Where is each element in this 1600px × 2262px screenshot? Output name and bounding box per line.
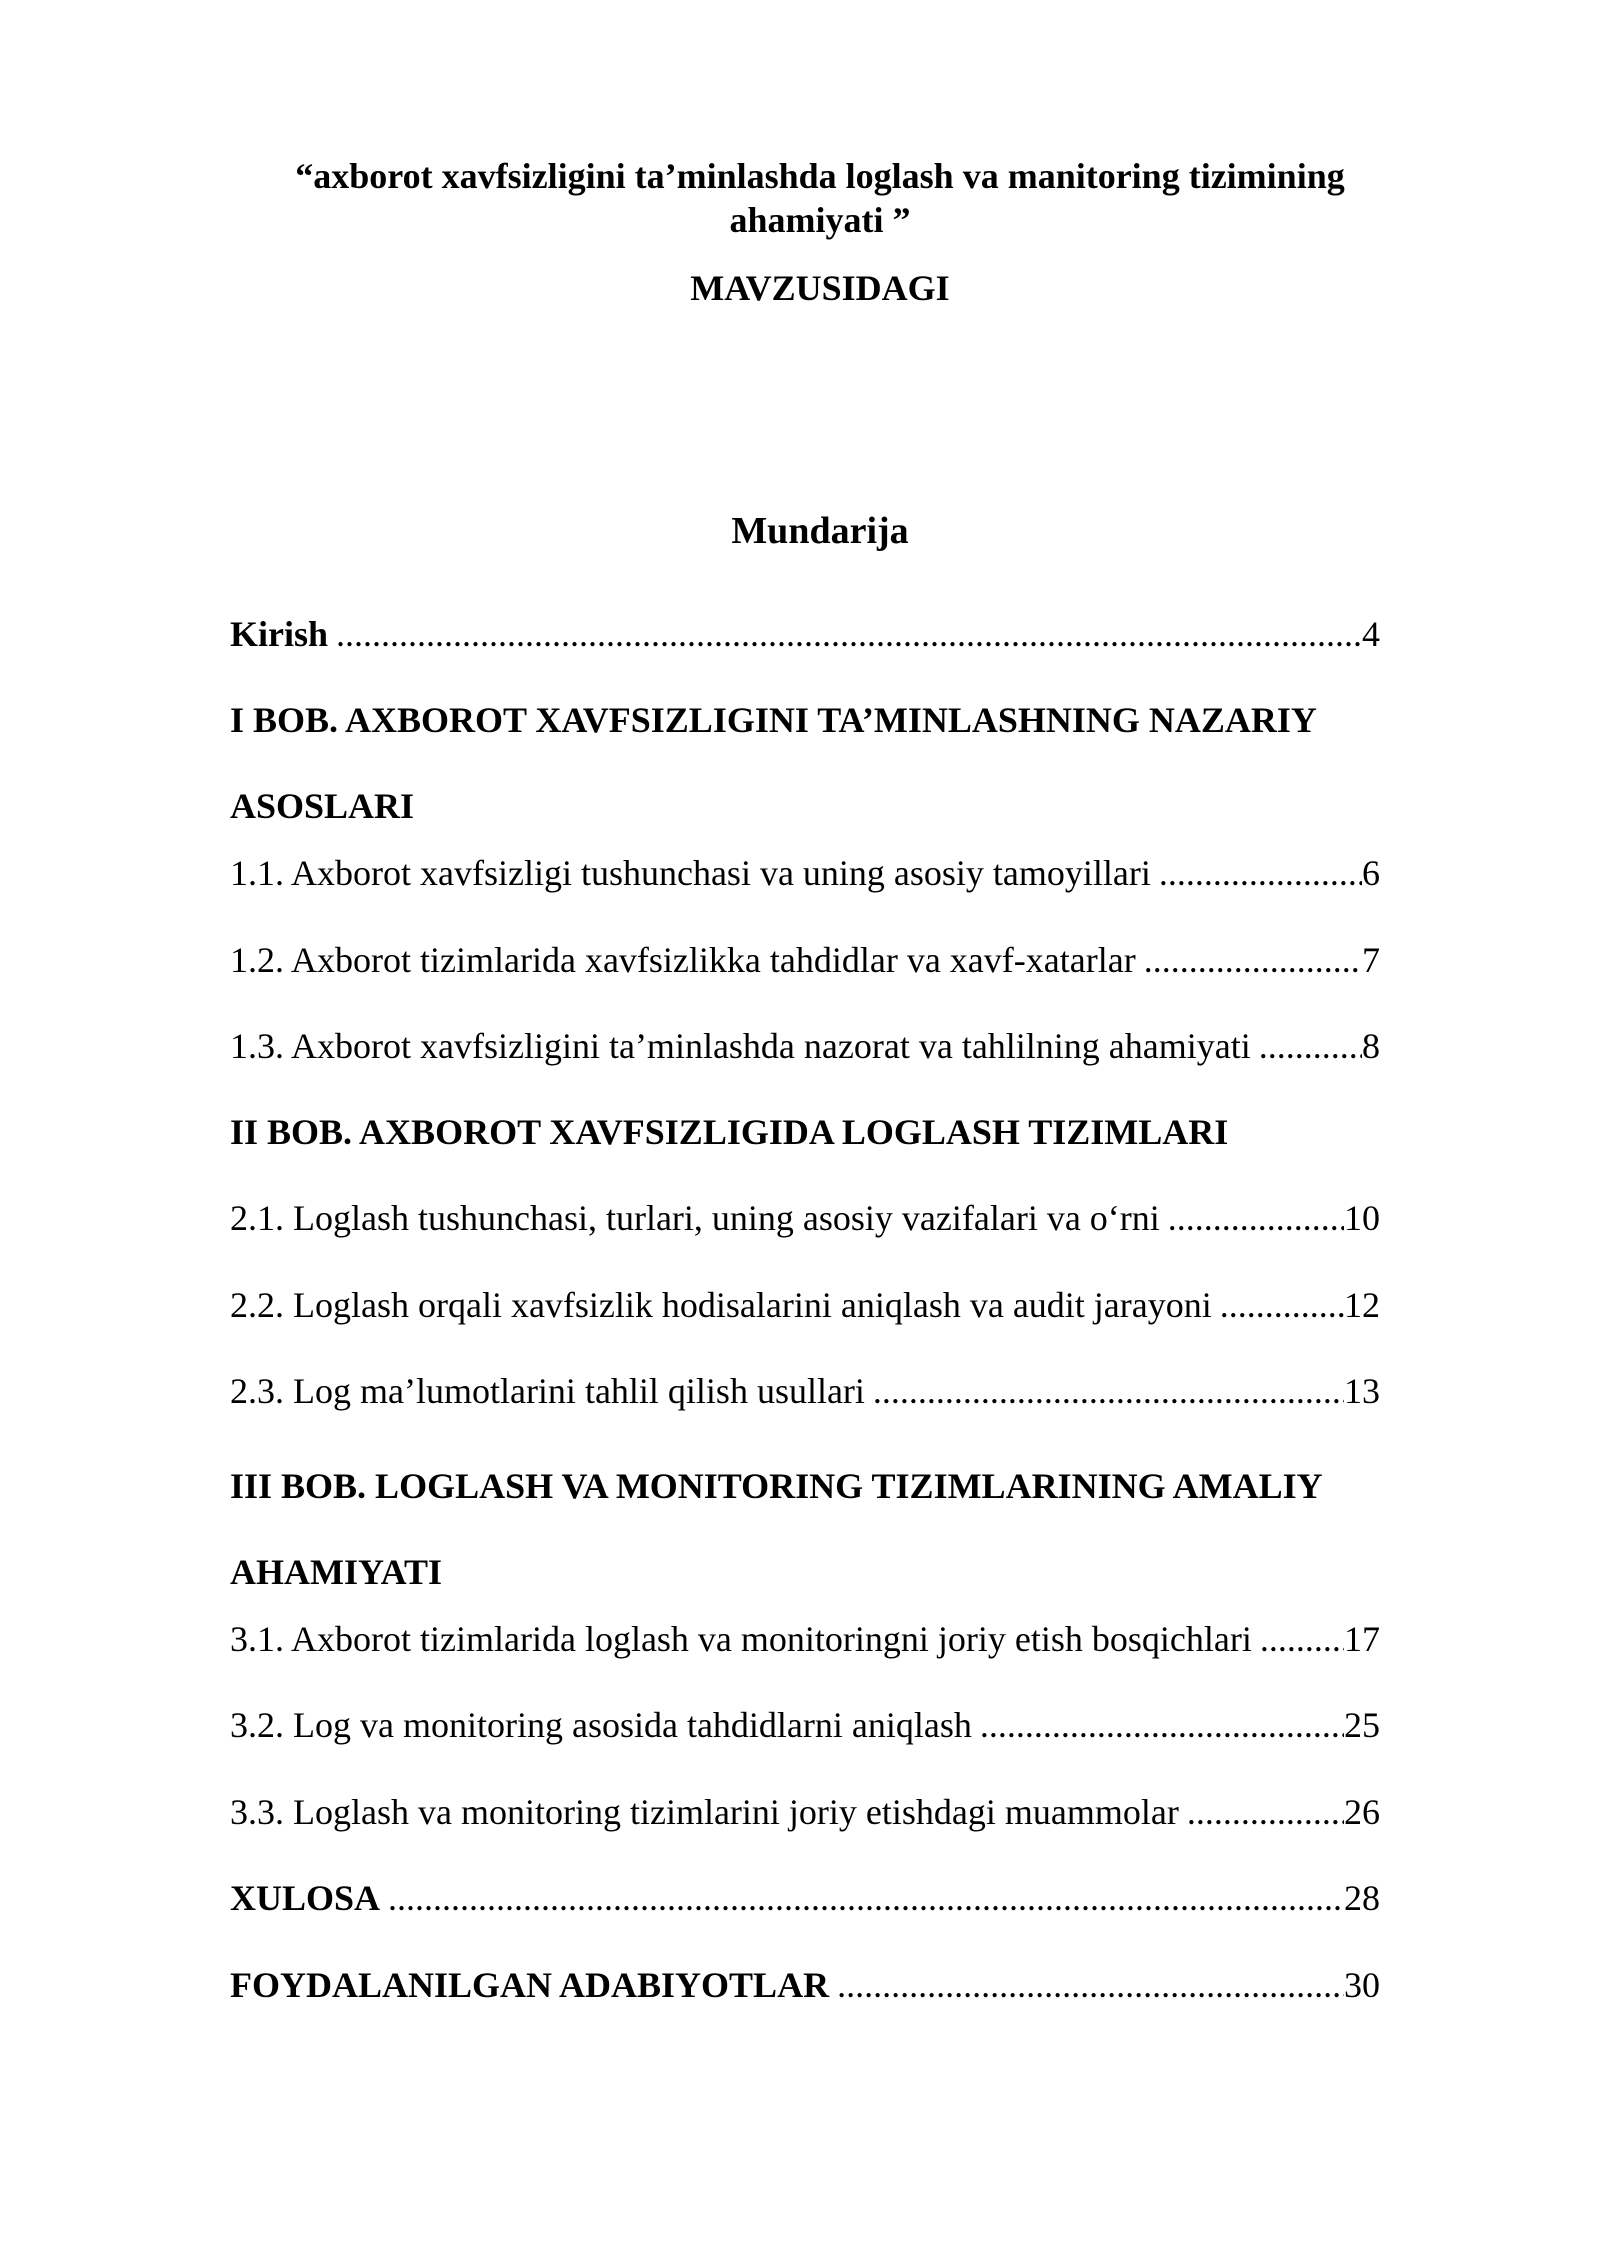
toc-entry-label: XULOSA — [230, 1878, 381, 1918]
toc-leader-dots — [1160, 1196, 1344, 1240]
toc-leader-dots — [1212, 1283, 1344, 1327]
toc-entry-page: 30 — [1344, 1965, 1380, 2005]
toc-chapter-label: II BOB. AXBOROT XAVFSIZLIGIDA LOGLASH TIZIMLARI — [230, 1112, 1229, 1152]
toc-entry-page: 10 — [1344, 1198, 1380, 1238]
toc-entry-label: 2.1. Loglash tushunchasi, turlari, uning asosiy vazifalari va o‘rni — [230, 1198, 1160, 1238]
toc-leader-dots — [1252, 1617, 1344, 1661]
toc-entry-label: 1.3. Axborot xavfsizligini ta’minlashda nazorat va tahlilning ahamiyati — [230, 1026, 1251, 1066]
toc-leader-dots — [328, 612, 1362, 656]
toc-entry-page: 28 — [1344, 1878, 1380, 1918]
toc-entry-page: 17 — [1344, 1619, 1380, 1659]
toc-leader-dots — [1151, 851, 1362, 895]
toc-entry-page: 4 — [1362, 614, 1380, 654]
toc-entry-page: 12 — [1344, 1285, 1380, 1325]
toc-entry-page: 7 — [1362, 940, 1380, 980]
toc-leader-dots — [1136, 938, 1362, 982]
toc-entry-label: 3.3. Loglash va monitoring tizimlarini joriy etishdagi muammolar — [230, 1792, 1179, 1832]
toc-entry-2-3 — [230, 1369, 1380, 1413]
document-subject: MAVZUSIDAGI — [690, 268, 950, 308]
toc-entry-label: 2.3. Log ma’lumotlarini tahlil qilish usullari — [230, 1371, 865, 1411]
toc-entry-conclusion — [230, 1876, 1380, 1920]
toc-leader-dots — [972, 1703, 1344, 1747]
toc-leader-dots — [380, 1876, 1344, 1920]
toc-entry-1-1 — [230, 851, 1380, 895]
toc-leader-dots — [829, 1963, 1344, 2007]
toc-entry-label: Kirish — [230, 614, 329, 654]
document-title: “axborot xavfsizligini ta’minlashda loglash va manitoring tizimining ahamiyati ” — [295, 156, 1345, 240]
toc-entry-page: 25 — [1344, 1705, 1380, 1745]
toc-entry-page: 8 — [1362, 1026, 1380, 1066]
toc-entry-2-1 — [230, 1196, 1380, 1240]
toc-entry-1-2 — [230, 938, 1380, 982]
toc-entry-label: 2.2. Loglash orqali xavfsizlik hodisalarini aniqlash va audit jarayoni — [230, 1285, 1212, 1325]
toc-entry-page: 26 — [1344, 1792, 1380, 1832]
toc-entry-page: 13 — [1344, 1371, 1380, 1411]
toc-entry-3-3 — [230, 1790, 1380, 1834]
toc-leader-dots — [1251, 1024, 1362, 1068]
toc-entry-page: 6 — [1362, 853, 1380, 893]
toc-entry-3-1 — [230, 1617, 1380, 1661]
toc-entry-intro — [230, 612, 1380, 656]
toc-entry-label: 3.1. Axborot tizimlarida loglash va monitoringni joriy etish bosqichlari — [230, 1619, 1252, 1659]
toc-heading: Mundarija — [731, 510, 909, 552]
toc-entry-1-3 — [230, 1024, 1380, 1068]
toc-chapter-3: III BOB. LOGLASH VA MONITORING TIZIMLARINING AMALIY AHAMIYATI — [230, 1466, 1322, 1592]
toc-entry-references — [230, 1963, 1380, 2007]
toc-leader-dots — [1179, 1790, 1344, 1834]
toc-chapter-1: I BOB. AXBOROT XAVFSIZLIGINI TA’MINLASHNING NAZARIY ASOSLARI — [230, 700, 1316, 826]
toc-entry-3-2 — [230, 1703, 1380, 1747]
toc-entry-2-2 — [230, 1283, 1380, 1327]
toc-chapter-2 — [230, 1110, 1380, 1154]
toc-leader-dots — [865, 1369, 1344, 1413]
toc-entry-label: 1.1. Axborot xavfsizligi tushunchasi va uning asosiy tamoyillari — [230, 853, 1151, 893]
toc-entry-label: 3.2. Log va monitoring asosida tahdidlarni aniqlash — [230, 1705, 972, 1745]
toc-entry-label: 1.2. Axborot tizimlarida xavfsizlikka tahdidlar va xavf-xatarlar — [230, 940, 1136, 980]
toc-entry-label: FOYDALANILGAN ADABIYOTLAR — [230, 1965, 830, 2005]
